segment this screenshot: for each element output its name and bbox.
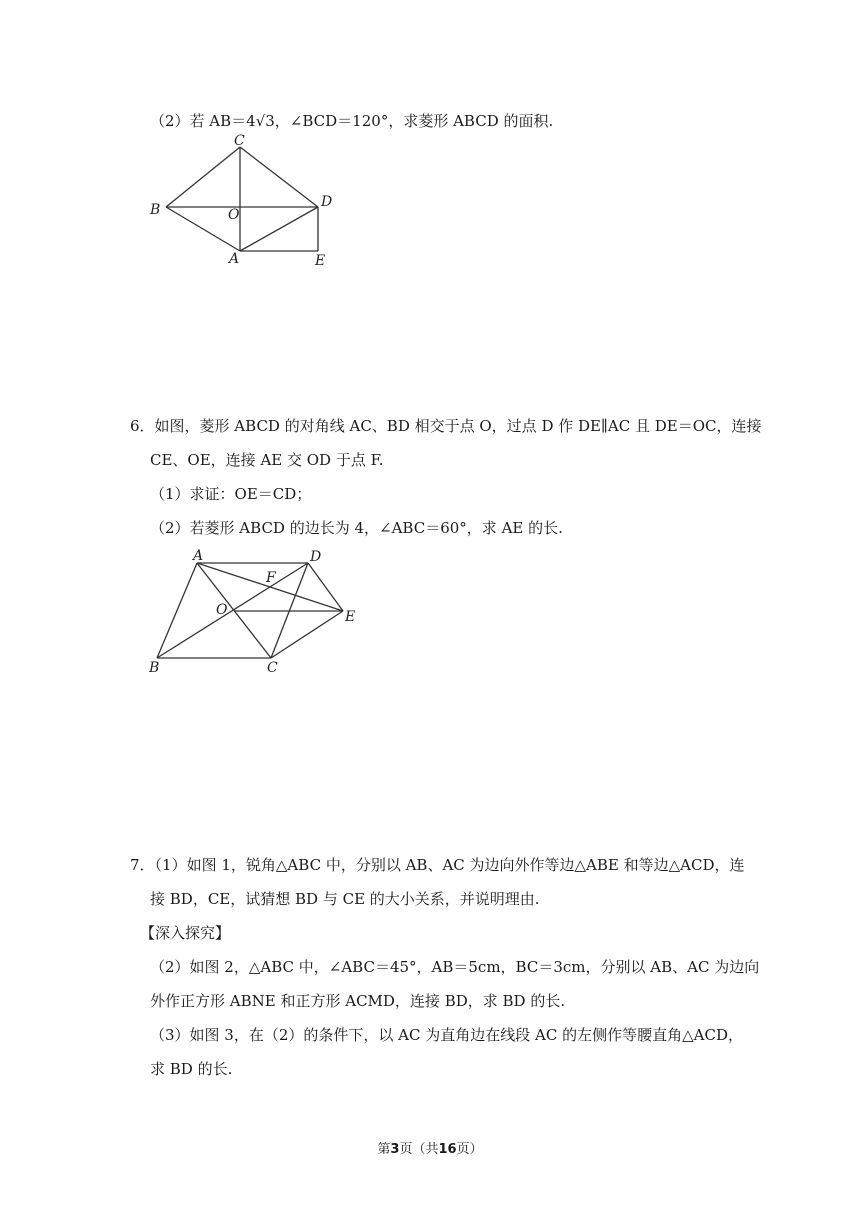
q7-part2-line2: 外作正方形 ABNE 和正方形 ACMD，连接 BD，求 BD 的长. — [150, 992, 566, 1010]
q7-line2: 接 BD，CE，试猜想 BD 与 CE 的大小关系，并说明理由. — [150, 890, 540, 908]
label-c: C — [234, 133, 245, 149]
q6-line1: 6．如图，菱形 ABCD 的对角线 AC、BD 相交于点 O，过点 D 作 DE∥AC 且 DE＝OC，连接 — [130, 417, 762, 435]
footer-page-number: 3 — [390, 1142, 400, 1157]
label-b: B — [150, 202, 161, 218]
q7-line1: 7．（1）如图 1，锐角△ABC 中，分别以 AB、AC 为边向外作等边△ABE 和等边△ACD，连 — [130, 856, 745, 874]
segment-ce — [271, 611, 343, 658]
q6-part2: （2）若菱形 ABCD 的边长为 4，∠ABC＝60°，求 AE 的长. — [150, 519, 563, 537]
q5-part2-text: （2）若 AB＝4√3，∠BCD＝120°，求菱形 ABCD 的面积. — [150, 112, 554, 130]
page-footer — [0, 1138, 860, 1157]
q7-part3-line1: （3）如图 3，在（2）的条件下，以 AC 为直角边在线段 AC 的左侧作等腰直角△ACD， — [150, 1026, 743, 1044]
label-o: O — [216, 602, 228, 618]
q6-rhombus-figure — [145, 545, 375, 685]
footer-suffix: 页） — [456, 1142, 483, 1157]
footer-prefix: 第 — [377, 1142, 391, 1157]
edge-cd — [240, 147, 318, 207]
edge-cb — [166, 147, 240, 207]
label-e: E — [315, 253, 326, 269]
label-o: O — [228, 207, 240, 223]
label-d: D — [321, 194, 333, 210]
footer-middle: 页（共 — [399, 1142, 439, 1157]
label-a: A — [193, 548, 204, 564]
label-d: D — [310, 549, 322, 565]
footer-total-pages: 16 — [438, 1142, 457, 1157]
label-a: A — [229, 251, 240, 267]
q7-heading: 【深入探究】 — [140, 924, 231, 942]
label-f: F — [266, 570, 276, 586]
edge-da — [240, 207, 318, 251]
q7-part3-line2: 求 BD 的长. — [150, 1060, 233, 1078]
segment-de — [308, 563, 343, 611]
edge-ab — [157, 563, 197, 658]
label-b: B — [149, 660, 160, 676]
q6-line2: CE、OE，连接 AE 交 OD 于点 F. — [150, 451, 384, 469]
q5-rhombus-figure — [145, 135, 365, 275]
label-c: C — [267, 660, 278, 676]
q7-part2-line1: （2）如图 2，△ABC 中，∠ABC＝45°，AB＝5cm，BC＝3cm，分别以 AB、AC 为边向 — [150, 958, 760, 976]
label-e: E — [345, 609, 356, 625]
q6-part1: （1）求证：OE＝CD； — [150, 485, 312, 503]
